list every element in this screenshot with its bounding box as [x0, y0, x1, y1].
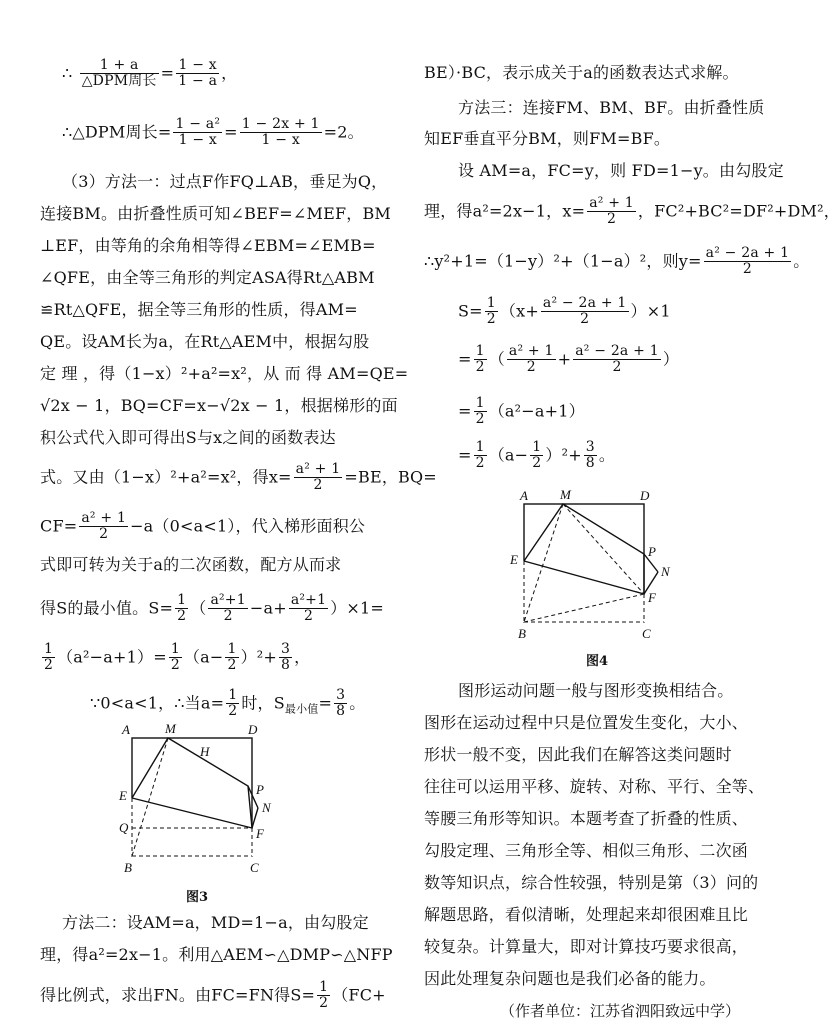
label-F: F: [648, 590, 656, 605]
text-line: ⊥EF，由等角的余角相等得∠EBM=∠EMB=: [40, 236, 376, 255]
label-C: C: [642, 626, 651, 641]
text-line: 定 理 ，得（1−x）²+a²=x²，从 而 得 AM=QE=: [40, 364, 409, 383]
text-line: ∠QFE，由全等三角形的判定ASA得Rt△ABM: [40, 268, 375, 287]
label-Q: Q: [119, 820, 129, 835]
author-affiliation: （作者单位：江苏省泗阳致远中学）: [500, 1002, 741, 1020]
label-F: F: [256, 826, 264, 841]
text-line: 连接BM。由折叠性质可知∠BEF=∠MEF，BM: [40, 204, 392, 223]
figure-3: [110, 720, 280, 880]
figure-3-caption: 图3: [186, 890, 209, 905]
eq-line: = $\frac{1}{2}$ （ $\frac{\text{a² + 1}}{2}$ + $\frac{\text{a² − 2a + 1}}{2}$ ）: [458, 343, 680, 376]
text-line: 解题思路，看似清晰，处理起来却很困难且比: [424, 905, 749, 924]
label-C: C: [250, 860, 259, 875]
text-line: 得S的最小值。S= $\frac{1}{2}$ （ $\frac{\text{a²+1}}{2}$ −a+ $\frac{\text{a²+1}}{2}$ ）×1=: [40, 592, 385, 625]
label-B: B: [124, 860, 132, 875]
label-A: A: [122, 722, 130, 737]
text-line: 设 AM=a，FC=y，则 FD=1−y。由勾股定: [458, 161, 784, 180]
eq-line: S= $\frac{1}{2}$ （x+ $\frac{\text{a² − 2a + 1}}{2}$ ）×1: [458, 295, 671, 328]
text-line: （3）方法一：过点F作FQ⊥AB，垂足为Q，: [62, 172, 388, 191]
label-D: D: [640, 488, 650, 503]
text-line: 理，得a²=2x−1。利用△AEM∽△DMP∽△NFP: [40, 945, 393, 964]
text-line: 方法二：设AM=a，MD=1−a，由勾股定: [62, 913, 369, 932]
label-A: A: [520, 488, 528, 503]
label-N: N: [262, 800, 271, 815]
label-B: B: [518, 626, 526, 641]
label-P: P: [256, 782, 264, 797]
text-line: 积公式代入即可得出S与x之间的函数表达: [40, 428, 336, 447]
text-line: √2x − 1，BQ=CF=x−√2x − 1，根据梯形的面: [40, 396, 398, 415]
text-line: 往往可以运用平移、旋转、对称、平行、全等、: [424, 777, 765, 796]
eq-line: = $\frac{1}{2}$ （a²−a+1）: [458, 395, 585, 428]
text-line: 理，得a²=2x−1，x= $\frac{\text{a² + 1}}{2}$ ，FC²+BC²=DF²+DM²，: [424, 195, 840, 228]
text-line: 较复杂。计算量大，即对计算技巧要求很高，: [424, 937, 749, 956]
label-H: H: [200, 744, 210, 759]
text-line: 式即可转为关于a的二次函数，配方从而求: [40, 555, 342, 574]
text-line: 形状一般不变，因此我们在解答这类问题时: [424, 745, 732, 764]
text-line: 勾股定理、三角形全等、相似三角形、二次函: [424, 841, 749, 860]
eq-line-1: ∴ $\frac{1 + a}{\text{△DPM周长}}$ = $\frac{1 - x}{1 - a}$ ，: [62, 57, 238, 90]
text-line: 图形运动问题一般与图形变换相结合。: [458, 681, 734, 700]
text-line: 知EF垂直平分BM，则FM=BF。: [424, 129, 671, 148]
text-line: BE）·BC，表示成关于a的函数表达式求解。: [424, 63, 739, 82]
text-line: 方法三：连接FM、BM、BF。由折叠性质: [458, 98, 765, 117]
text-line: 等腰三角形等知识。本题考查了折叠的性质、: [424, 809, 749, 828]
figure-4: [508, 486, 678, 646]
text-line: ∵0<a<1，∴当a= $\frac{1}{2}$ 时，$S_{最小值}=$ $\frac{3}{8}$ 。: [90, 687, 366, 720]
label-N: N: [661, 564, 670, 579]
text-line: CF= $\frac{\text{a² + 1}}{2}$ −a（0<a<1），代入梯形面积公: [40, 510, 366, 543]
text-line: ∴y²+1=（1−y）²+（1−a）²，则y= $\frac{\text{a² − 2a + 1}}{2}$ 。: [424, 245, 810, 278]
text-line: 得比例式，求出FN。由FC=FN得S= $\frac{1}{2}$ （FC+: [40, 979, 386, 1012]
text-line: 式。又由（1−x）²+a²=x²，得x= $\frac{\text{a² + 1}}{2}$ =BE，BQ=: [40, 461, 437, 494]
figure-4-caption: 图4: [586, 654, 609, 669]
text-line: $\frac{1}{2}$ （a²−a+1）= $\frac{1}{2}$ （a− $\frac{1}{2}$ ）²+ $\frac{3}{8}$ ，: [44, 641, 311, 674]
eq-line: = $\frac{1}{2}$ （a− $\frac{1}{2}$ ）²+ $\frac{3}{8}$ 。: [458, 439, 616, 472]
text-line: 图形在运动过程中只是位置发生变化，大小、: [424, 713, 749, 732]
label-D: D: [248, 722, 258, 737]
text-line: 数等知识点，综合性较强，特别是第（3）问的: [424, 873, 759, 892]
eq-line-2: ∴△DPM周长= $\frac{\text{1 − a²}}{1 - x}$ = $\frac{1 - 2x + 1}{1 - x}$ =2。: [62, 116, 364, 149]
text-line: 因此处理复杂问题也是我们必备的能力。: [424, 969, 716, 988]
label-M: M: [165, 721, 176, 736]
text-line: QE。设AM长为a，在Rt△AEM中，根据勾股: [40, 332, 370, 351]
label-E: E: [119, 788, 127, 803]
label-M: M: [560, 487, 571, 502]
label-E: E: [510, 552, 518, 567]
label-P: P: [648, 544, 656, 559]
text-line: ≌Rt△QFE，据全等三角形的性质，得AM=: [40, 300, 358, 319]
